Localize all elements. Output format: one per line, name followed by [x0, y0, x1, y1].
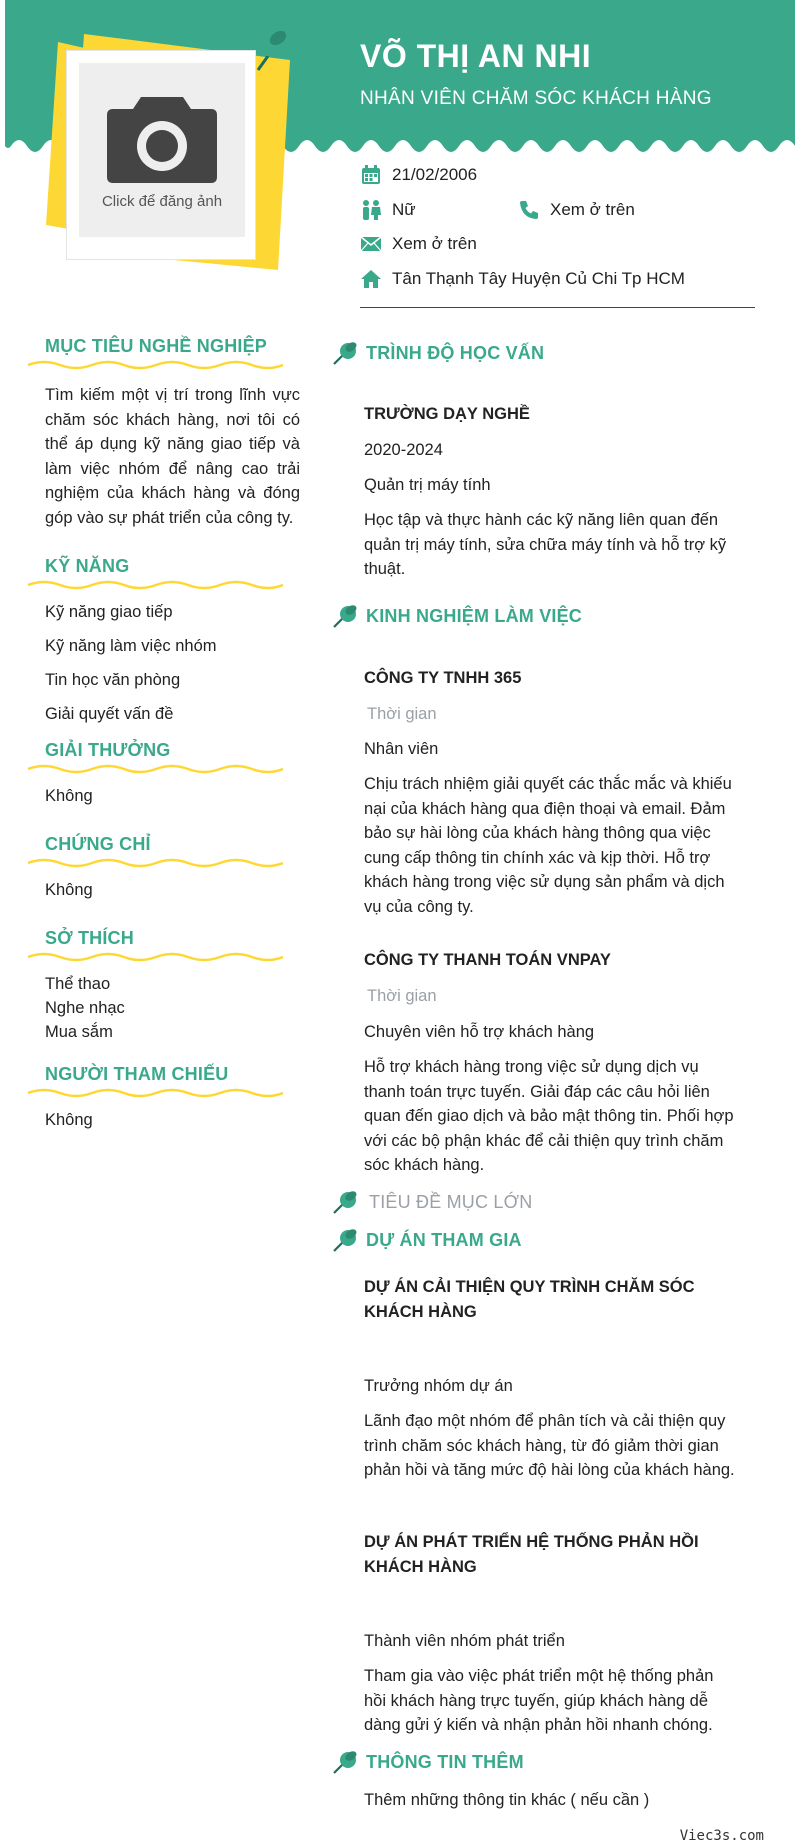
- phone-value: Xem ở trên: [550, 200, 635, 219]
- pushpin-icon: [330, 338, 360, 368]
- experience-heading: [330, 601, 582, 631]
- section-wave-divider: [28, 951, 283, 963]
- contact-phone: [518, 199, 635, 221]
- extra-title: THÔNG TIN THÊM: [366, 1751, 524, 1772]
- contact-birthday: [360, 164, 477, 186]
- job-title: NHÂN VIÊN CHĂM SÓC KHÁCH HÀNG: [360, 88, 712, 109]
- contact-address: [360, 268, 685, 290]
- skill-item: Kỹ năng giao tiếp: [45, 603, 173, 621]
- photo-caption: Click để đăng ảnh: [101, 193, 223, 210]
- contact-divider: [360, 307, 755, 308]
- job-desc: Hỗ trợ khách hàng trong việc sử dụng dịch vụ thanh toán trực tuyến. Giải đáp các câu hỏi liên quan đến giao dịch và bảo mật thông tin. Phối hợp với các bộ phận khác để cải thiện quy trình chăm sóc khách hàng.: [364, 1058, 734, 1174]
- project-desc: Lãnh đạo một nhóm để phân tích và cải thiện quy trình chăm sóc khách hàng, từ đó giảm thời gian phản hồi và tăng mức độ hài lòng của khách hàng.: [364, 1412, 735, 1479]
- gender-icon: [360, 199, 382, 221]
- skills-title: KỸ NĂNG: [45, 556, 130, 576]
- education-desc: Học tập và thực hành các kỹ năng liên quan đến quản trị máy tính, sửa chữa máy tính và hỗ trợ kỹ thuật.: [364, 511, 727, 578]
- education-major: Quản trị máy tính: [364, 476, 491, 494]
- job-desc: Chịu trách nhiệm giải quyết các thắc mắc và khiếu nại của khách hàng qua điện thoại và email. Đảm bảo sự hài lòng của khách hàng thông qua việc cung cấp thông tin chính xác và kịp thời. Hỗ trợ khách hàng trong việc sử dụng sản phẩm và dịch vụ của công ty.: [364, 775, 732, 916]
- section-wave-divider: [28, 359, 283, 371]
- extra-text: Thêm những thông tin khác ( nếu cần ): [364, 1791, 650, 1809]
- references-text: Không: [45, 1111, 93, 1129]
- birthday-value: 21/02/2006: [392, 165, 478, 184]
- experience-title: KINH NGHIỆM LÀM VIỆC: [366, 605, 583, 626]
- project-desc: Tham gia vào việc phát triển một hệ thống phản hồi khách hàng trực tuyến, giúp khách hàng dễ dàng gửi ý kiến và nhận phản hồi nhanh chóng.: [364, 1667, 714, 1734]
- photo-upload[interactable]: [79, 63, 245, 237]
- job-role: Chuyên viên hỗ trợ khách hàng: [364, 1023, 595, 1041]
- objective-title: MỤC TIÊU NGHỀ NGHIỆP: [45, 336, 268, 356]
- education-heading: [330, 338, 544, 368]
- extra-heading: [330, 1747, 524, 1777]
- certificates-text: Không: [45, 881, 93, 899]
- pushpin-icon: [330, 1187, 360, 1217]
- calendar-icon: [360, 164, 382, 186]
- photo-area: [40, 20, 300, 280]
- projects-title: DỰ ÁN THAM GIA: [366, 1229, 522, 1250]
- contact-email: [360, 233, 477, 255]
- section-wave-divider: [28, 1087, 283, 1099]
- awards-text: Không: [45, 787, 93, 805]
- section-wave-divider: [28, 579, 283, 591]
- pushpin-icon: [330, 1225, 360, 1255]
- hobby-item: Mua sắm: [45, 1023, 113, 1041]
- pushpin-icon: [330, 1747, 360, 1777]
- hobby-item: Thể thao: [45, 975, 111, 993]
- contact-gender: [360, 199, 416, 221]
- left-column: [28, 330, 300, 1130]
- placeholder-heading: [330, 1187, 532, 1217]
- email-value: Xem ở trên: [392, 234, 477, 253]
- email-icon: [360, 233, 382, 255]
- project-name: DỰ ÁN PHÁT TRIỂN HỆ THỐNG PHẢN HỒI KHÁCH HÀNG: [364, 1533, 699, 1576]
- candidate-name: VÕ THỊ AN NHI: [360, 38, 592, 74]
- skill-item: Tin học văn phòng: [45, 671, 181, 689]
- education-title: TRÌNH ĐỘ HỌC VẤN: [366, 342, 545, 363]
- job-company: CÔNG TY THANH TOÁN VNPAY: [364, 951, 611, 969]
- awards-title: GIẢI THƯỞNG: [45, 740, 171, 760]
- projects-heading: [330, 1225, 522, 1255]
- objective-text: Tìm kiếm một vị trí trong lĩnh vực chăm sóc khách hàng, nơi tôi có thể áp dụng kỹ năng giao tiếp và làm việc nhóm để nâng cao trải nghiệm của khách hàng và đóng góp vào sự phát triển của công ty.: [45, 386, 300, 527]
- phone-icon: [518, 199, 540, 221]
- watermark: Viec3s.com: [679, 1828, 764, 1844]
- hobbies-title: SỞ THÍCH: [45, 928, 134, 948]
- section-wave-divider: [28, 763, 283, 775]
- skill-item: Giải quyết vấn đề: [45, 705, 174, 723]
- project-name: DỰ ÁN CẢI THIỆN QUY TRÌNH CHĂM SÓC KHÁCH HÀNG: [364, 1278, 695, 1321]
- placeholder-title: TIÊU ĐỀ MỤC LỚN: [369, 1191, 533, 1212]
- hobby-item: Nghe nhạc: [45, 999, 125, 1017]
- references-title: NGƯỜI THAM CHIẾU: [45, 1064, 229, 1084]
- section-wave-divider: [28, 857, 283, 869]
- skill-item: Kỹ năng làm việc nhóm: [45, 637, 217, 655]
- project-role: Thành viên nhóm phát triển: [364, 1632, 565, 1650]
- photo-frame: [66, 50, 256, 260]
- home-icon: [360, 268, 382, 290]
- job-role: Nhân viên: [364, 740, 439, 758]
- job-time: Thời gian: [367, 987, 437, 1005]
- project-role: Trưởng nhóm dự án: [364, 1377, 513, 1395]
- pushpin-icon: [330, 601, 360, 631]
- gender-value: Nữ: [392, 200, 416, 219]
- camera-icon: [103, 93, 221, 185]
- address-value: Tân Thạnh Tây Huyện Củ Chi Tp HCM: [392, 269, 685, 288]
- pushpin-icon: [248, 26, 292, 76]
- education-school: TRƯỜNG DẠY NGHỀ: [364, 405, 530, 423]
- job-company: CÔNG TY TNHH 365: [364, 669, 522, 687]
- certificates-title: CHỨNG CHỈ: [45, 834, 151, 854]
- job-time: Thời gian: [367, 705, 437, 723]
- education-period: 2020-2024: [364, 441, 443, 459]
